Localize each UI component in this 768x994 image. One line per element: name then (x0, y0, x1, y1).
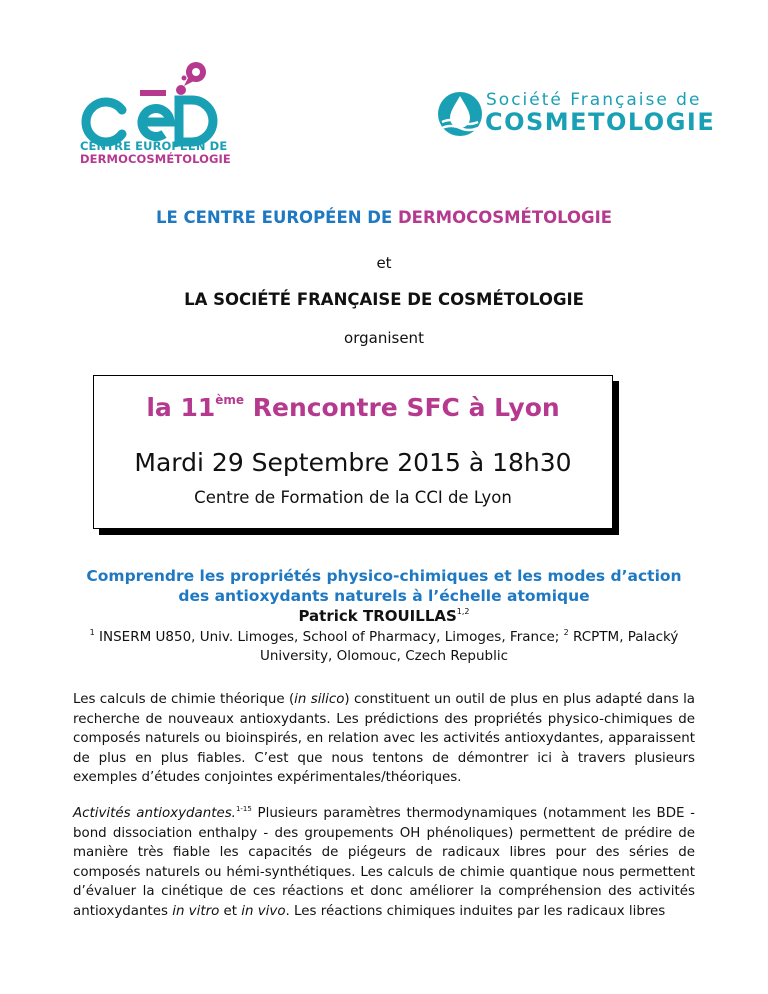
speaker-sup: 1,2 (456, 607, 470, 616)
event-title-post: Rencontre SFC à Lyon (244, 393, 560, 422)
ced-subtitle-line2: DERMOCOSMÉTOLOGIE (80, 152, 231, 166)
talk-title-line1: Comprendre les propriétés physico-chimiques et les modes d’action (86, 567, 682, 585)
p2-b: et (219, 903, 242, 919)
speaker-name-text: Patrick TROUILLAS (298, 607, 457, 625)
p2-sup: 1-15 (235, 805, 252, 813)
heading-ced-part2: DERMOCOSMÉTOLOGIE (397, 208, 613, 227)
event-date: Mardi 29 Septembre 2015 à 18h30 (134, 448, 572, 477)
p2-em3: in vivo (241, 903, 286, 919)
event-title-sup: ème (215, 393, 245, 407)
affiliation-line1 (0, 628, 768, 645)
heading-organise: organisent (344, 329, 424, 347)
event-venue: Centre de Formation de la CCI de Lyon (194, 488, 512, 507)
event-box (93, 375, 613, 529)
affil-text2: RCPTM, Palacký (568, 629, 679, 645)
ced-logo-subtitle (80, 140, 231, 166)
p2-a: Plusieurs paramètres thermodynamiques (notamment les BDE - bond dissociation enthalpy - des groupements OH phénoliques) permettent de prédire de manière très fiable les capacités de piégeurs de radicaux libres pour des séries de composés naturels ou hémi-synthétiques. Les calculs de chimie quantique nous permettent d’évaluer la cinétique de ces réactions et donc améliorer la compréhension des activités antioxydantes (73, 806, 696, 919)
heading-sfc: LA SOCIÉTÉ FRANÇAISE DE COSMÉTOLOGIE (184, 290, 584, 309)
p2-em: Activités antioxydantes. (73, 806, 236, 821)
p1-a: Les calculs de chimie théorique ( (73, 692, 295, 707)
p2-em2: in vitro (172, 903, 220, 919)
sfc-logo-line1: Société Française de (486, 90, 702, 110)
p1-em: in silico (294, 692, 345, 707)
heading-ced-part1: LE CENTRE EUROPÉEN DE (155, 208, 398, 227)
talk-title-line2: des antioxydants naturels à l’échelle atomique (178, 587, 590, 605)
event-title (94, 393, 612, 422)
affiliation-line2: University, Olomouc, Czech Republic (259, 648, 509, 664)
p2-c: . Les réactions chimiques induites par les radicaux libres (285, 903, 666, 919)
p1-b: ) constituent un outil de plus en plus adapté dans la recherche de nouveaux antioxydants. Les prédictions des propriétés physico-chimiques de composés naturels ou bioinspirés, en relation avec les activités antioxydantes, apparaissent de plus en plus fiables. C’est que nous tentons de démontrer ici à travers plusieurs exemples d’études conjointes expérimentales/théoriques. (73, 692, 695, 786)
affil-sup1: 1 (89, 628, 95, 637)
paragraph-intro (73, 690, 695, 788)
heading-ced (0, 208, 768, 227)
heading-and: et (376, 254, 392, 272)
paragraph-antioxidant (73, 800, 695, 922)
ced-subtitle-line1: CENTRE EUROPÉEN DE (80, 139, 228, 153)
affil-text1: INSERM U850, Univ. Limoges, School of Pharmacy, Limoges, France; (94, 629, 564, 645)
event-title-pre: la 11 (146, 393, 216, 422)
sfc-logo-line2: COSMETOLOGIE (485, 108, 716, 136)
affil-sup2: 2 (563, 628, 569, 637)
speaker-name (0, 607, 768, 625)
